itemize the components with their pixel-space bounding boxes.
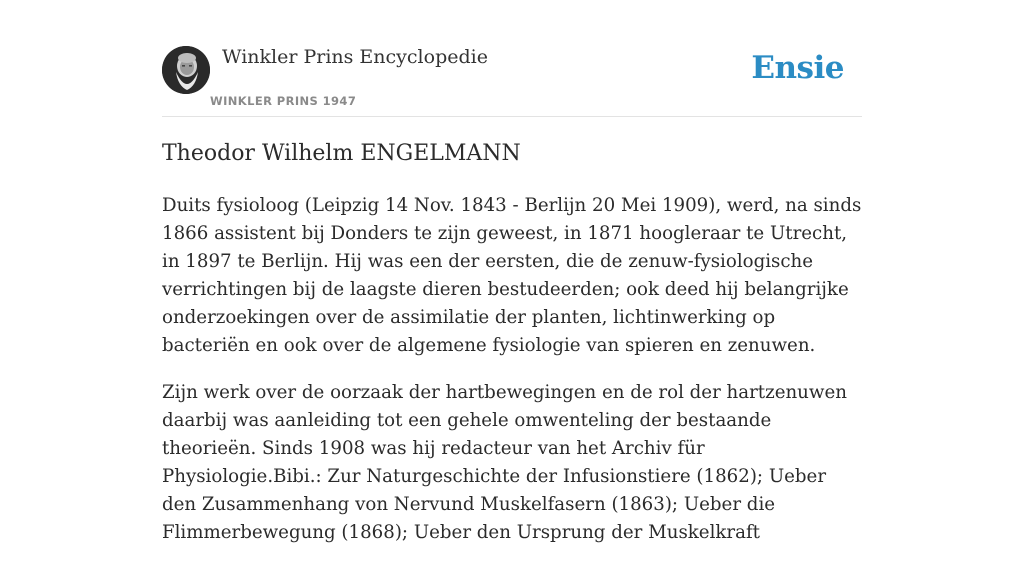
article-body [162, 192, 862, 566]
portrait-icon [162, 46, 210, 94]
page [162, 0, 862, 543]
article-title: Theodor Wilhelm ENGELMANN [162, 141, 521, 166]
article-paragraph: Zijn werk over de oorzaak der hartbewegingen en de rol der hartzenuwen daarbij was aanleiding tot een gehele omwenteling der bestaande theorieën. Sinds 1908 was hij redacteur van het Archiv für Physiologie.Bibi.: Zur Naturgeschichte der Infusionstiere (1862); Ueber den Zusammenhang von Nervund Muskelfasern (1863); Ueber die Flimmerbewegung (1868); Ueber den Ursprung der Muskelkraft [162, 382, 847, 543]
source-avatar[interactable] [162, 46, 210, 94]
site-header [162, 0, 862, 117]
source-title-link[interactable]: Winkler Prins Encyclopedie [222, 46, 488, 68]
article-paragraph: Duits fysioloog (Leipzig 14 Nov. 1843 - Berlijn 20 Mei 1909), werd, na sinds 1866 assistent bij Donders te zijn geweest, in 1871 hoogleraar te Utrecht, in 1897 te Berlijn. Hij was een der eersten, die de zenuw-fysiologische verrichtingen bij de laagste dieren bestudeerden; ook deed hij belangrijke onderzoekingen over de assimilatie der planten, lichtinwerking op bacteriën en ook over de algemene fysiologie van spieren en zenuwen. [162, 195, 862, 356]
brand-logo-link[interactable]: Ensie [751, 50, 844, 86]
source-subtitle: WINKLER PRINS 1947 [210, 94, 357, 108]
